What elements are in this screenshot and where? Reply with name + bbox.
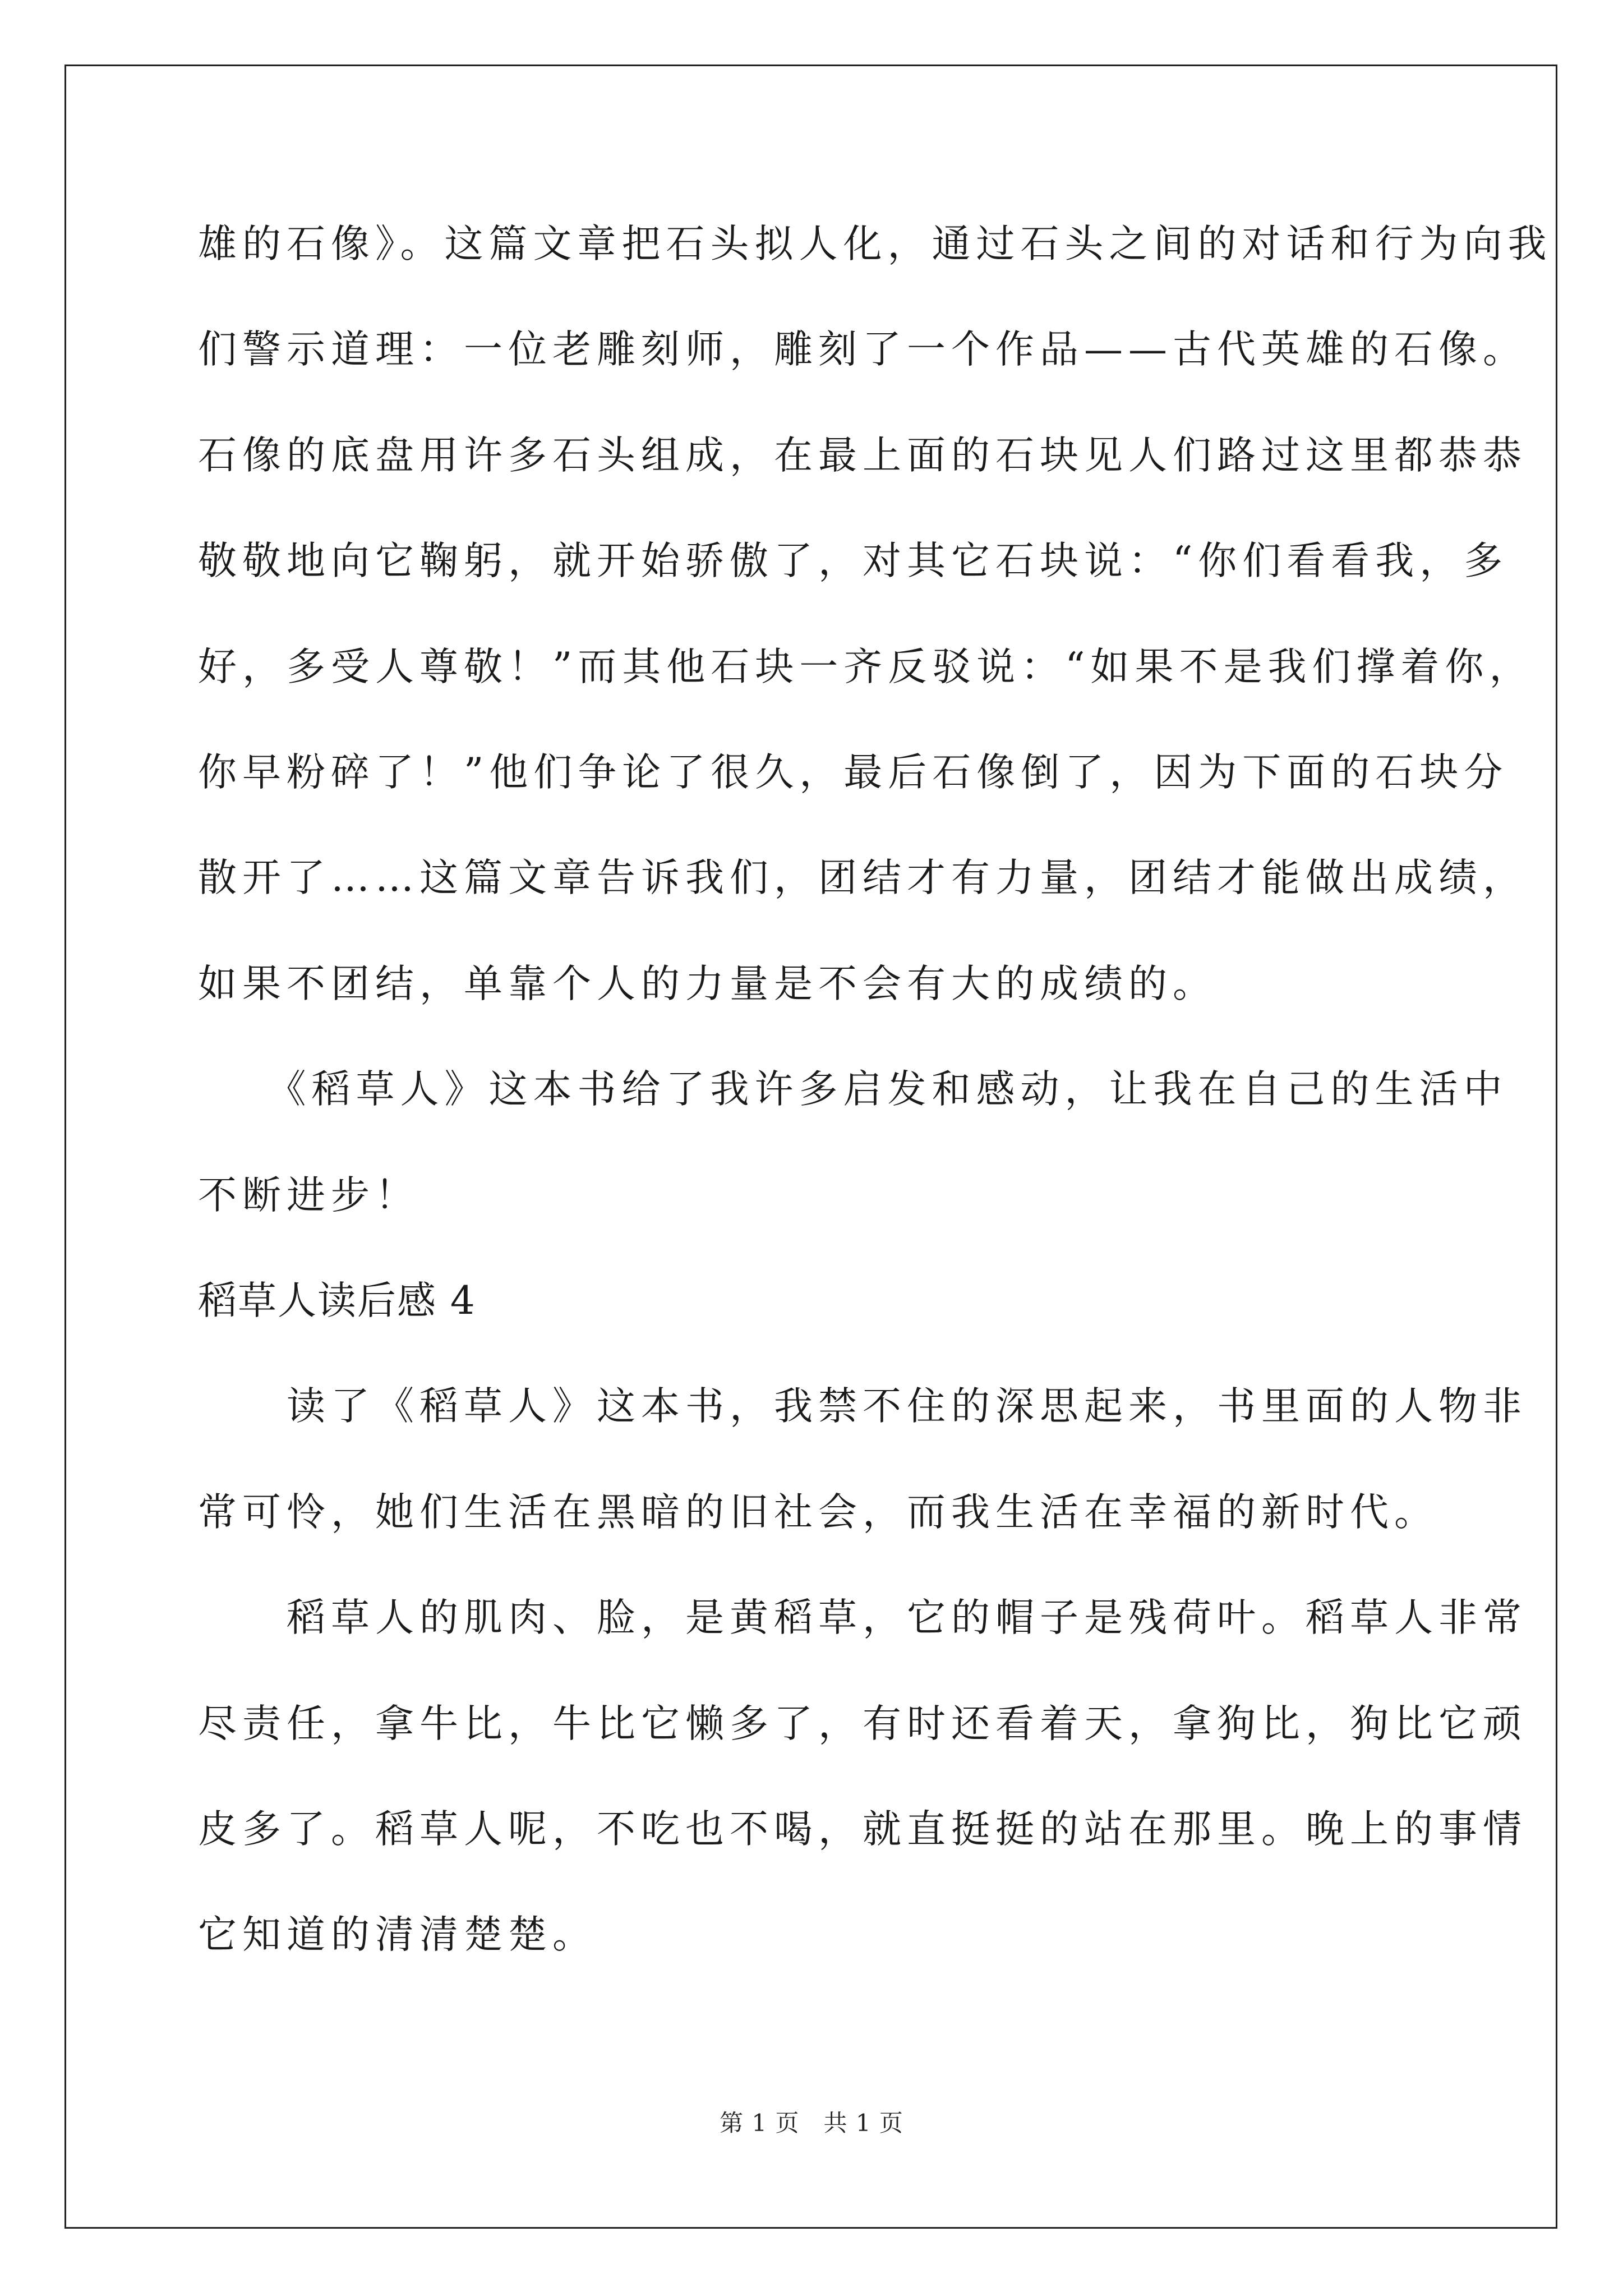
page-number-footer: 第 1 页 共 1 页 (720, 2109, 903, 2137)
text-line: 皮多了。稻草人呢，不吃也不喝，就直挺挺的站在那里。晚上的事情 (198, 1807, 1527, 1852)
paragraph-line: 《稻草人》这本书给了我许多启发和感动，让我在自己的生活中 (198, 1067, 1508, 1112)
paragraph-line: 读了《稻草人》这本书，我禁不住的深思起来，书里面的人物非 (198, 1384, 1527, 1429)
text-line: 石像的底盘用许多石头组成，在最上面的石块见人们路过这里都恭恭 (198, 433, 1527, 478)
text-line: 好，多受人尊敬！”而其他石块一齐反驳说：“如果不是我们撑着你， (198, 645, 1534, 689)
text-line: 常可怜，她们生活在黑暗的旧社会，而我生活在幸福的新时代。 (198, 1490, 1438, 1535)
text-line: 如果不团结，单靠个人的力量是不会有大的成绩的。 (198, 961, 1217, 1006)
text-line: 它知道的清清楚楚。 (198, 1912, 597, 1957)
text-line: 们警示道理：一位老雕刻师，雕刻了一个作品——古代英雄的石像。 (198, 327, 1527, 372)
page-border (64, 65, 1557, 2229)
text-line: 尽责任，拿牛比，牛比它懒多了，有时还看着天，拿狗比，狗比它顽 (198, 1701, 1527, 1746)
text-line: 散开了……这篇文章告诉我们，团结才有力量，团结才能做出成绩， (198, 855, 1527, 900)
text-line: 雄的石像》。这篇文章把石头拟人化，通过石头之间的对话和行为向我 (198, 222, 1552, 266)
text-line: 敬敬地向它鞠躬，就开始骄傲了，对其它石块说：“你们看看我，多 (198, 539, 1509, 583)
text-line: 你早粉碎了！”他们争论了很久，最后石像倒了，因为下面的石块分 (198, 750, 1509, 795)
section-heading: 稻草人读后感 4 (198, 1278, 476, 1323)
paragraph-line: 稻草人的肌肉、脸，是黄稻草，它的帽子是残荷叶。稻草人非常 (198, 1595, 1527, 1640)
text-line: 不断进步！ (198, 1173, 419, 1218)
